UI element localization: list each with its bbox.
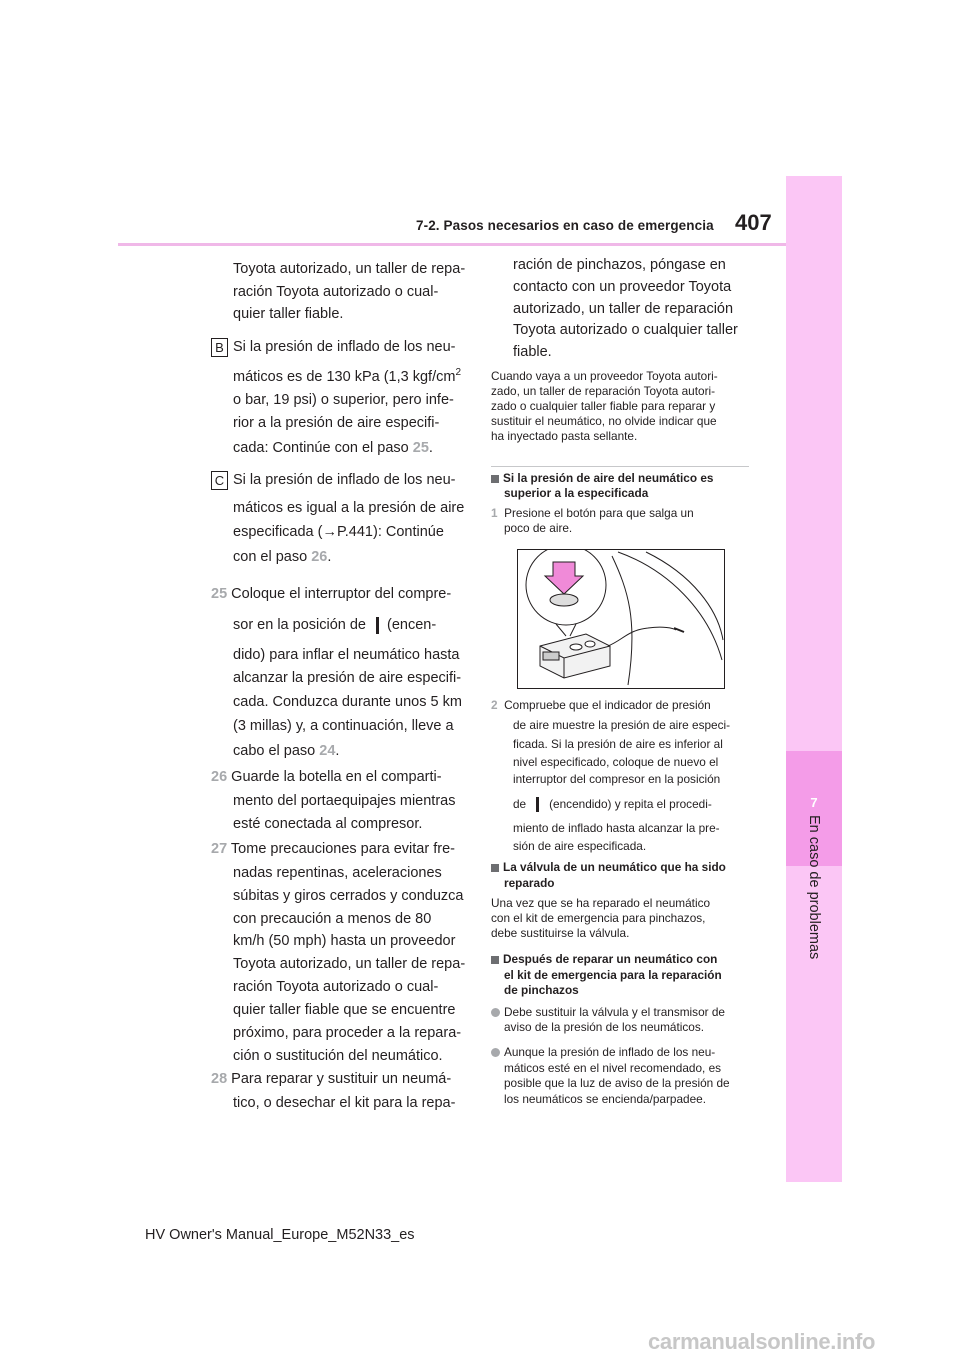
step-26-line: 26 Guarde la botella en el comparti-: [211, 769, 442, 785]
page-reference-link[interactable]: P.441): Continúe: [336, 524, 444, 540]
circle-bullet-icon: [491, 1008, 500, 1017]
step-number: 27: [211, 841, 228, 857]
step-line: ficada. Si la presión de aire es inferior al: [513, 737, 723, 751]
chapter-number: 7: [810, 795, 818, 810]
step-reference-link[interactable]: 24: [319, 743, 336, 759]
power-on-symbol-icon: [376, 617, 379, 634]
case-c-line: con el paso 26.: [233, 549, 332, 565]
note-line: zado o cualquier taller fiable para reparar y: [491, 399, 716, 413]
note-line: zado, un taller de reparación Toyota autori-: [491, 384, 716, 398]
page-number: 407: [735, 210, 772, 235]
step-25-line: alcanzar la presión de aire especifi-: [233, 670, 462, 686]
step-26-line: esté conectada al compresor.: [233, 816, 423, 832]
square-bullet-icon: [491, 956, 499, 964]
section-heading: reparado: [504, 876, 555, 890]
step-27-line: Toyota autorizado, un taller de repa-: [233, 956, 466, 972]
intro-line: Toyota autorizado, un taller de repa-: [233, 261, 466, 277]
bullet-line: máticos esté en el nivel recomendado, es: [504, 1061, 722, 1075]
continued-line: Toyota autorizado o cualquier taller: [513, 322, 738, 338]
circle-bullet-icon: [491, 1048, 500, 1057]
step-27-line: nadas repentinas, aceleraciones: [233, 865, 442, 881]
section-heading: el kit de emergencia para la reparación: [504, 968, 722, 982]
step-reference-link[interactable]: 26: [311, 549, 328, 565]
step-line: 1 Presione el botón para que salga un: [491, 506, 694, 520]
step-28-line: 28 Para reparar y sustituir un neumá-: [211, 1071, 452, 1087]
step-line: miento de inflado hasta alcanzar la pre-: [513, 821, 720, 835]
step-number: 25: [211, 586, 228, 602]
step-line: poco de aire.: [504, 521, 573, 535]
case-c-line: C Si la presión de inflado de los neu-: [211, 469, 455, 491]
step-25-line: sor en la posición de (encen-: [233, 617, 437, 633]
step-27-line: súbitas y giros cerrados y conduzca: [233, 888, 464, 904]
section-heading: La válvula de un neumático que ha sido: [491, 860, 726, 874]
step-27-line: ración Toyota autorizado o cual-: [233, 979, 439, 995]
bullet-line: posible que la luz de aviso de la presión de: [504, 1076, 730, 1090]
step-27-line: quier taller fiable que se encuentre: [233, 1002, 456, 1018]
step-26-line: mento del portaequipajes mientras: [233, 793, 456, 809]
step-27-line: próximo, para proceder a la repara-: [233, 1025, 462, 1041]
intro-line: ración Toyota autorizado o cual-: [233, 284, 439, 300]
power-on-symbol-icon: [536, 797, 539, 812]
case-c-line: especificada (→P.441): Continúe: [233, 524, 444, 540]
step-25-line: cabo el paso 24.: [233, 743, 340, 759]
section-heading: Después de reparar un neumático con: [491, 952, 717, 966]
body-line: con el kit de emergencia para pinchazos,: [491, 911, 706, 925]
compressor-drawing: [518, 550, 724, 688]
note-line: ha inyectado pasta sellante.: [491, 429, 638, 443]
case-c-line: máticos es igual a la presión de aire: [233, 500, 465, 516]
continued-line: contacto con un proveedor Toyota: [513, 279, 732, 295]
step-25-line: 25 Coloque el interruptor del compre-: [211, 586, 452, 602]
step-line: 2 Compruebe que el indicador de presión: [491, 698, 711, 712]
body-line: Una vez que se ha reparado el neumático: [491, 896, 711, 910]
case-b-line: máticos es de 130 kPa (1,3 kgf/$cm^2$: [233, 367, 461, 385]
step-line: nivel especificado, coloque de nuevo el: [513, 755, 719, 769]
step-line: interruptor del compresor en la posición: [513, 772, 721, 786]
header-rule: [118, 243, 786, 246]
step-number: 28: [211, 1071, 228, 1087]
chapter-tab[interactable]: [786, 176, 842, 1182]
watermark-logo[interactable]: carmanualsonline.info: [648, 1329, 876, 1354]
compressor-illustration: [517, 549, 725, 689]
body-line: debe sustituirse la válvula.: [491, 926, 630, 940]
bullet-line: aviso de la presión de los neumáticos.: [504, 1020, 705, 1034]
section-heading: Si la presión de aire del neumático es: [491, 471, 713, 485]
step-27-line: con precaución a menos de 80: [233, 911, 432, 927]
divider: [491, 466, 749, 467]
case-b-line: cada: Continúe con el paso 25.: [233, 440, 433, 456]
step-27-line: km/h (50 mph) hasta un proveedor: [233, 933, 456, 949]
chapter-label: En caso de problemas: [806, 815, 822, 960]
bullet-line: los neumáticos se encienda/parpadee.: [504, 1092, 706, 1106]
arrow-icon: →: [322, 524, 337, 540]
case-b-line: B Si la presión de inflado de los neu-: [211, 336, 455, 358]
case-b-label: B: [211, 338, 228, 357]
step-number: 2: [491, 698, 498, 712]
note-line: Cuando vaya a un proveedor Toyota autori-: [491, 369, 718, 383]
continued-line: ración de pinchazos, póngase en: [513, 257, 726, 273]
step-27-line: 27 Tome precauciones para evitar fre-: [211, 841, 455, 857]
continued-line: fiable.: [513, 344, 552, 360]
note-line: sustituir el neumático, no olvide indicar que: [491, 414, 717, 428]
step-line: sión de aire especificada.: [513, 839, 647, 853]
press-arrow-icon: [545, 562, 583, 594]
step-number: 1: [491, 506, 498, 520]
step-27-line: ción o sustitución del neumático.: [233, 1048, 443, 1064]
bullet-line: Debe sustituir la válvula y el transmisor de: [491, 1005, 725, 1019]
square-bullet-icon: [491, 864, 499, 872]
intro-line: quier taller fiable.: [233, 306, 344, 322]
step-line: de aire muestre la presión de aire especi-: [513, 718, 731, 732]
square-bullet-icon: [491, 475, 499, 483]
step-25-line: dido) para inflar el neumático hasta: [233, 647, 460, 663]
section-heading: superior a la especificada: [504, 486, 649, 500]
step-25-line: cada. Conduzca durante unos 5 km: [233, 694, 462, 710]
section-title: 7-2. Pasos necesarios en caso de emergencia: [416, 218, 714, 233]
step-line: de (encendido) y repita el procedi-: [513, 797, 712, 811]
continued-line: autorizado, un taller de reparación: [513, 301, 734, 317]
step-reference-link[interactable]: 25: [412, 440, 429, 456]
bullet-line: Aunque la presión de inflado de los neu-: [491, 1045, 715, 1059]
step-25-line: (3 millas) y, a continuación, lleve a: [233, 718, 454, 734]
manual-id: HV Owner's Manual_Europe_M52N33_es: [145, 1227, 415, 1243]
case-c-label: C: [211, 471, 228, 490]
step-number: 26: [211, 769, 228, 785]
case-b-line: o bar, 19 psi) o superior, pero infe-: [233, 392, 454, 408]
step-28-line: tico, o desechar el kit para la repa-: [233, 1095, 456, 1111]
case-b-line: rior a la presión de aire especifi-: [233, 415, 440, 431]
section-heading: de pinchazos: [504, 983, 579, 997]
